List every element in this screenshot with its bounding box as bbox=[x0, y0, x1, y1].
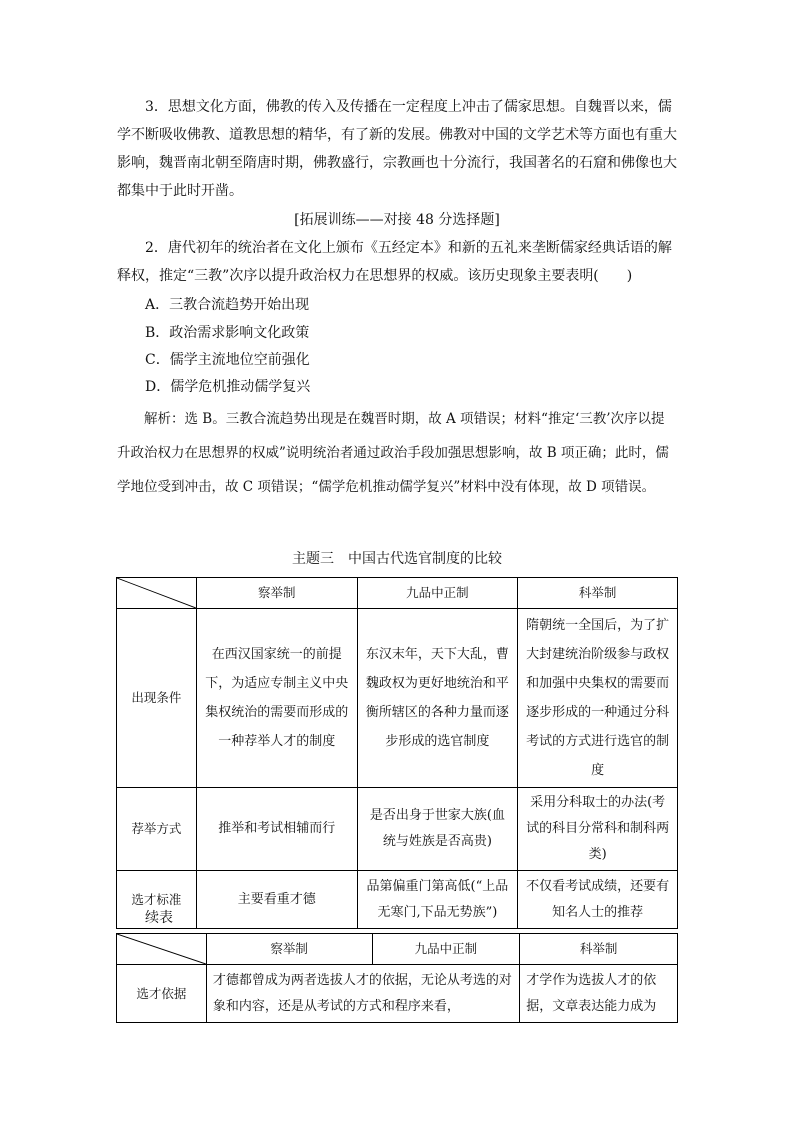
table-cell: 是否出身于世家大族(血统与姓族是否高贵) bbox=[357, 788, 518, 871]
option-c: C．儒学主流地位空前强化 bbox=[145, 352, 310, 368]
table-cell: 隋朝统一全国后，为了扩大封建统治阶级参与政权和加强中央集权的需要而逐步形成的一种通过分科考试的方式进行选官的制度 bbox=[518, 609, 678, 788]
table-row bbox=[117, 609, 678, 788]
table-row bbox=[117, 965, 678, 1023]
row-label: 选才依据 bbox=[117, 965, 207, 1023]
analysis-paragraph: 解析：选 B。三教合流趋势出现是在魏晋时期，故 A 项错误；材料“推定‘三教’次序以提升政治权力在思想界的权威”说明统治者通过政治手段加强思想影响，故 B 项正确；此时，儒学地位受到冲击，故 C 项错误；“儒学危机推动儒学复兴”材料中没有体现，故 D 项错误。 bbox=[117, 411, 669, 495]
topic-title: 主题三 中国古代选官制度的比较 bbox=[292, 551, 502, 567]
option-a: A．三教合流趋势开始出现 bbox=[145, 297, 310, 313]
header-jiupin: 九品中正制 bbox=[372, 934, 520, 965]
header-keju: 科举制 bbox=[518, 578, 678, 609]
section3-paragraph: 3．思想文化方面，佛教的传入及传播在一定程度上冲击了儒家思想。自魏晋以来，儒学不断吸收佛教、道教思想的精华，有了新的发展。佛教对中国的文学艺术等方面也有重大影响，魏晋南北朝至隋唐时期，佛教盛行，宗教画也十分流行，我国著名的石窟和佛像也大都集中于此时开凿。 bbox=[117, 99, 677, 199]
table-row bbox=[117, 788, 678, 871]
table-cell: 东汉末年，天下大乱，曹魏政权为更好地统治和平衡所辖区的各种力量而逐步形成的选官制度 bbox=[357, 609, 518, 788]
continued-label: 续表 bbox=[145, 910, 173, 926]
question-stem: 2．唐代初年的统治者在文化上颁布《五经定本》和新的五礼来垄断儒家经典话语的解释权，推定“三教”次序以提升政治权力在思想界的权威。该历史现象主要表明( ) bbox=[117, 240, 672, 284]
table-cell: 不仅看考试成绩，还要有知名人士的推荐 bbox=[518, 871, 678, 929]
table-cell: 采用分科取士的办法(考试的科目分常科和制科两类) bbox=[518, 788, 678, 871]
option-d: D．儒学危机推动儒学复兴 bbox=[145, 379, 311, 395]
table-cell: 才学作为选拔人才的依据，文章表达能力成为 bbox=[520, 965, 678, 1023]
table-cell: 在西汉国家统一的前提下，为适应专制主义中央集权统治的需要而形成的一种荐举人才的制度 bbox=[196, 609, 357, 788]
row-label: 选才标准 bbox=[117, 871, 197, 929]
header-jiupin: 九品中正制 bbox=[357, 578, 518, 609]
row-label: 出现条件 bbox=[117, 609, 197, 788]
comparison-table bbox=[116, 577, 678, 929]
diagonal-header-cell bbox=[117, 934, 207, 965]
continued-table bbox=[116, 933, 678, 1023]
table-cell: 主要看重才德 bbox=[196, 871, 357, 929]
diagonal-header-cell bbox=[117, 578, 197, 609]
table-cell: 推举和考试相辅而行 bbox=[196, 788, 357, 871]
header-keju: 科举制 bbox=[520, 934, 678, 965]
option-b: B．政治需求影响文化政策 bbox=[145, 325, 310, 341]
training-header: [拓展训练——对接 48 分选择题] bbox=[294, 212, 500, 228]
header-chajuzhi: 察举制 bbox=[196, 578, 357, 609]
row-label: 荐举方式 bbox=[117, 788, 197, 871]
merged-cell: 才德都曾成为两者选拔人才的依据，无论从考选的对象和内容，还是从考试的方式和程序来看， bbox=[206, 965, 519, 1023]
header-chajuzhi: 察举制 bbox=[206, 934, 372, 965]
table-cell: 品第偏重门第高低(“上品无寒门,下品无势族”) bbox=[357, 871, 518, 929]
table-row bbox=[117, 871, 678, 929]
